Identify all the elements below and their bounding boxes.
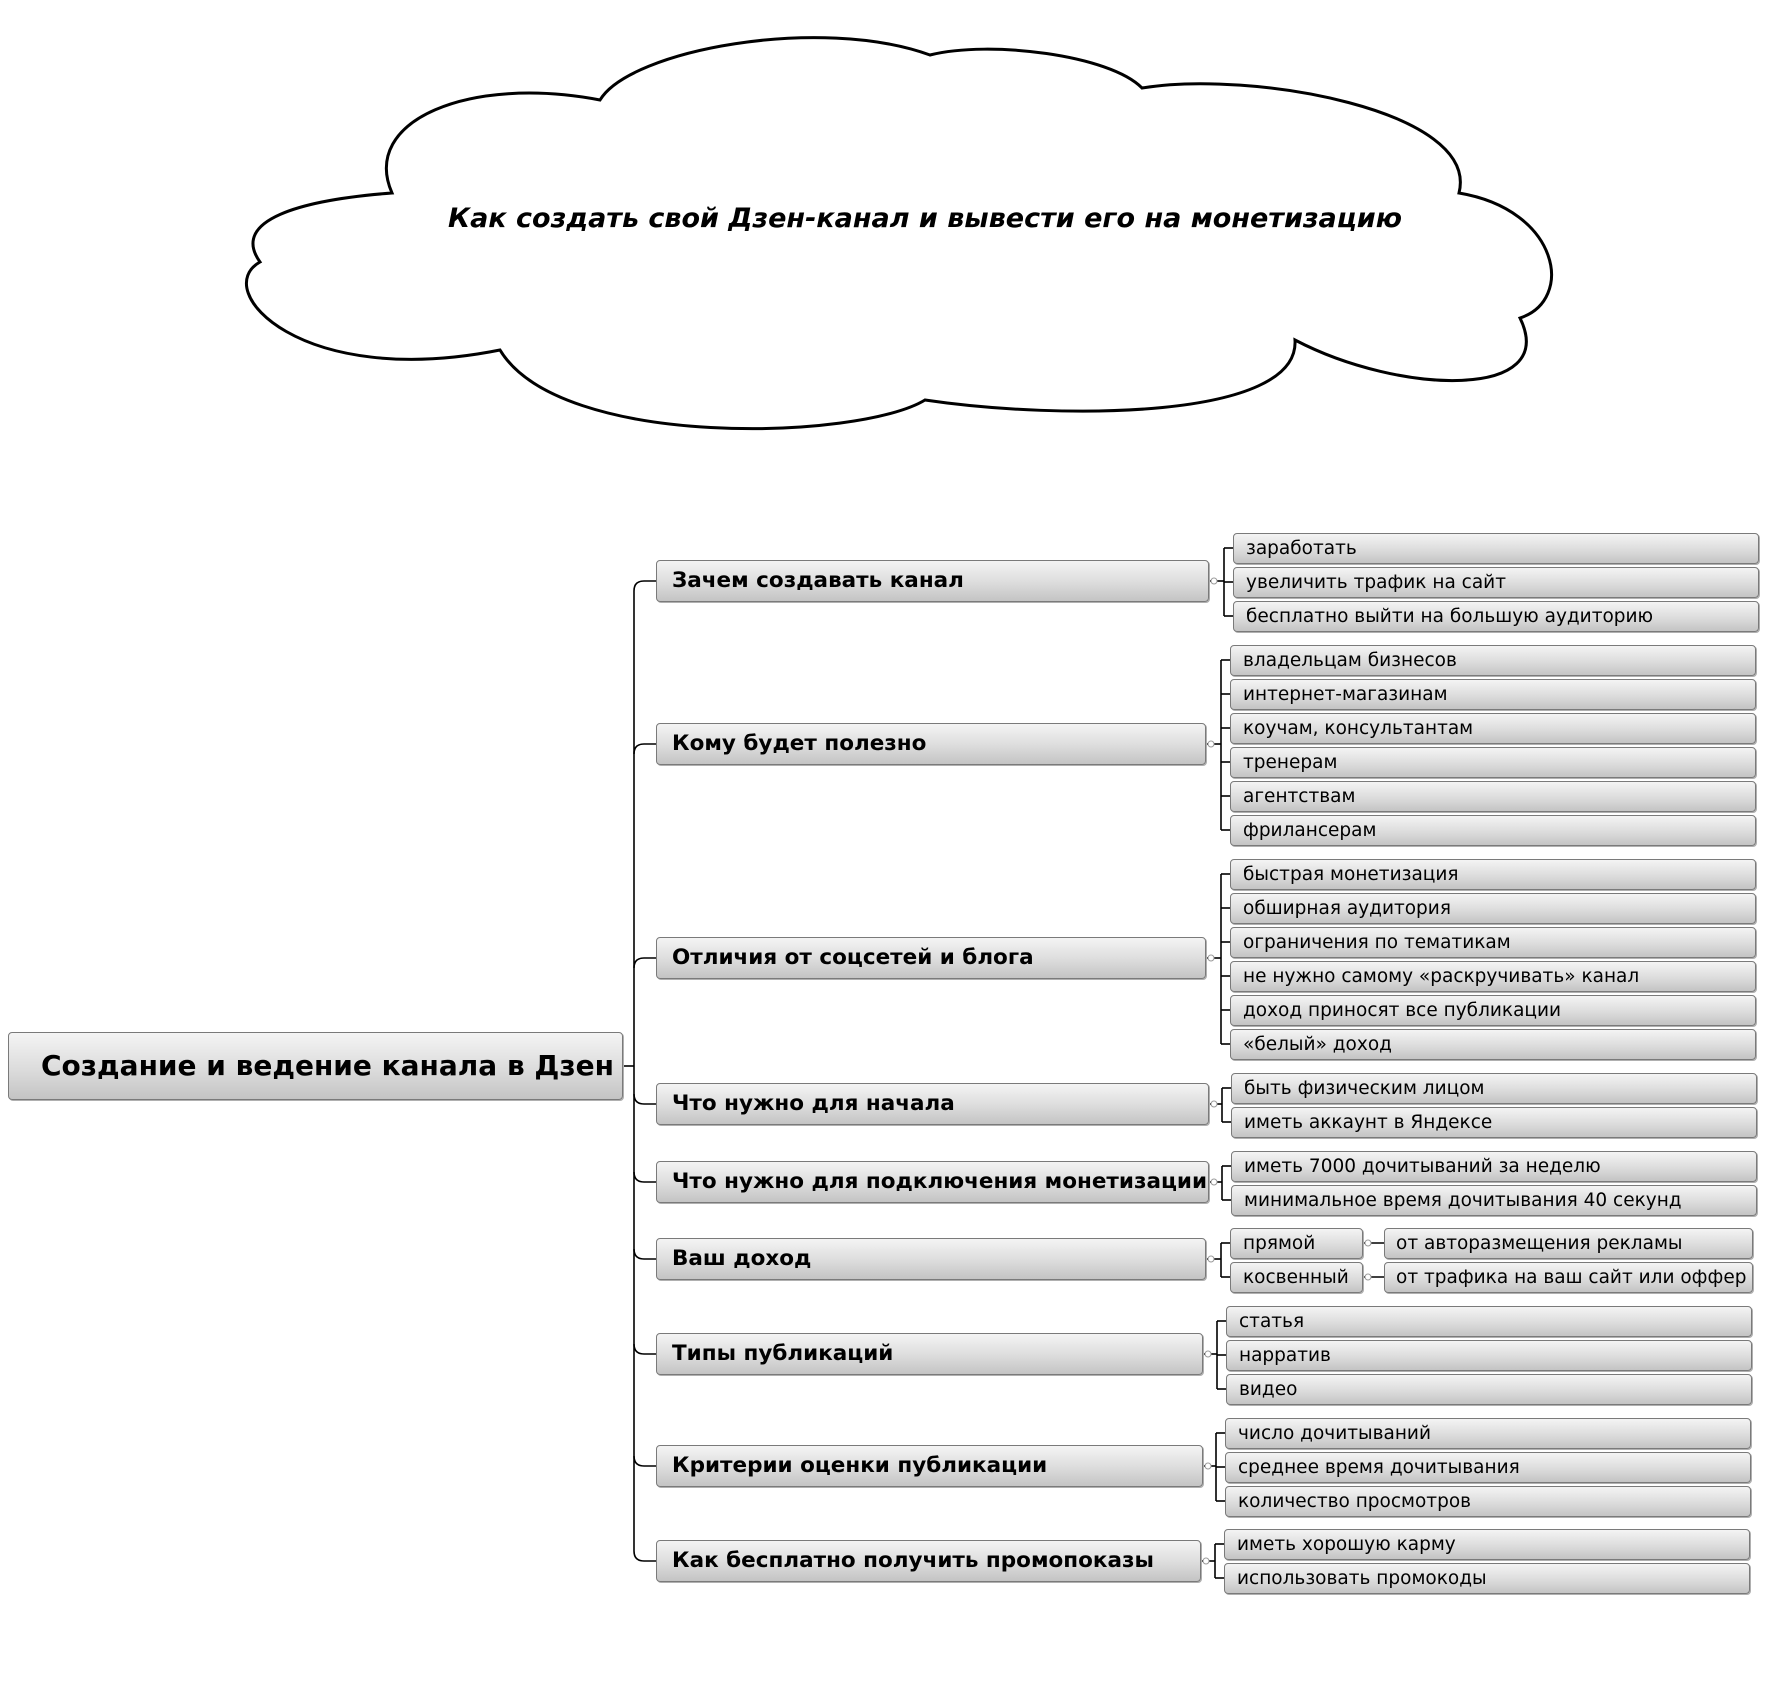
branch-topic[interactable]: Ваш доход [656,1238,1206,1280]
branch-topic[interactable]: Что нужно для подключения монетизации [656,1161,1209,1203]
leaf-topic[interactable]: заработать [1233,533,1759,564]
leaf-topic[interactable]: иметь 7000 дочитываний за неделю [1231,1151,1757,1182]
leaf-topic[interactable]: иметь хорошую карму [1224,1529,1750,1560]
leaf-topic[interactable]: агентствам [1230,781,1756,812]
branch-topic[interactable]: Что нужно для начала [656,1083,1209,1125]
leaf-topic[interactable]: интернет-магазинам [1230,679,1756,710]
branch-connector [634,1172,656,1182]
leaf-topic[interactable]: увеличить трафик на сайт [1233,567,1759,598]
leaf-topic[interactable]: тренерам [1230,747,1756,778]
branch-connector [634,1249,656,1259]
branch-connector [634,581,656,591]
collapse-handle[interactable] [1211,1101,1217,1107]
branch-connector [634,1551,656,1561]
leaf-topic[interactable]: быстрая монетизация [1230,859,1756,890]
leaf-topic[interactable]: владельцам бизнесов [1230,645,1756,676]
leaf-topic[interactable]: статья [1226,1306,1752,1337]
leaf-topic[interactable]: среднее время дочитывания [1225,1452,1751,1483]
leaf-topic[interactable]: использовать промокоды [1224,1563,1750,1594]
collapse-handle[interactable] [1205,1351,1211,1357]
income-type-topic[interactable]: косвенный [1230,1262,1363,1293]
income-detail-topic[interactable]: от авторазмещения рекламы [1384,1228,1753,1259]
collapse-handle[interactable] [1365,1240,1371,1246]
leaf-topic[interactable]: «белый» доход [1230,1029,1756,1060]
leaf-topic[interactable]: коучам, консультантам [1230,713,1756,744]
branch-topic[interactable]: Отличия от соцсетей и блога [656,937,1206,979]
collapse-handle[interactable] [1211,578,1217,584]
branch-connector [634,744,656,754]
collapse-handle[interactable] [1208,741,1214,747]
branch-connector [634,1456,656,1466]
root-topic[interactable]: Создание и ведение канала в Дзен [8,1032,623,1100]
branch-topic[interactable]: Зачем создавать канал [656,560,1209,602]
income-type-topic[interactable]: прямой [1230,1228,1363,1259]
collapse-handle[interactable] [1205,1463,1211,1469]
branch-topic[interactable]: Кому будет полезно [656,723,1206,765]
collapse-handle[interactable] [1208,1256,1214,1262]
cloud-title: Как создать свой Дзен-канал и вывести его на монетизацию [448,203,1402,234]
leaf-topic[interactable]: бесплатно выйти на большую аудиторию [1233,601,1759,632]
leaf-topic[interactable]: иметь аккаунт в Яндексе [1231,1107,1757,1138]
collapse-handle[interactable] [1211,1179,1217,1185]
collapse-handle[interactable] [1203,1558,1209,1564]
collapse-handle[interactable] [1208,955,1214,961]
branch-connector [634,1344,656,1354]
branch-topic[interactable]: Как бесплатно получить промопоказы [656,1540,1201,1582]
leaf-topic[interactable]: быть физическим лицом [1231,1073,1757,1104]
leaf-topic[interactable]: фрилансерам [1230,815,1756,846]
leaf-topic[interactable]: доход приносят все публикации [1230,995,1756,1026]
leaf-topic[interactable]: видео [1226,1374,1752,1405]
leaf-topic[interactable]: количество просмотров [1225,1486,1751,1517]
leaf-topic[interactable]: нарратив [1226,1340,1752,1371]
branch-connector [634,958,656,968]
collapse-handle[interactable] [1365,1274,1371,1280]
branch-topic[interactable]: Критерии оценки публикации [656,1445,1203,1487]
leaf-topic[interactable]: обширная аудитория [1230,893,1756,924]
leaf-topic[interactable]: не нужно самому «раскручивать» канал [1230,961,1756,992]
income-detail-topic[interactable]: от трафика на ваш сайт или оффер [1384,1262,1753,1293]
leaf-topic[interactable]: ограничения по тематикам [1230,927,1756,958]
leaf-topic[interactable]: минимальное время дочитывания 40 секунд [1231,1185,1757,1216]
leaf-topic[interactable]: число дочитываний [1225,1418,1751,1449]
branch-connector [634,1094,656,1104]
branch-topic[interactable]: Типы публикаций [656,1333,1203,1375]
